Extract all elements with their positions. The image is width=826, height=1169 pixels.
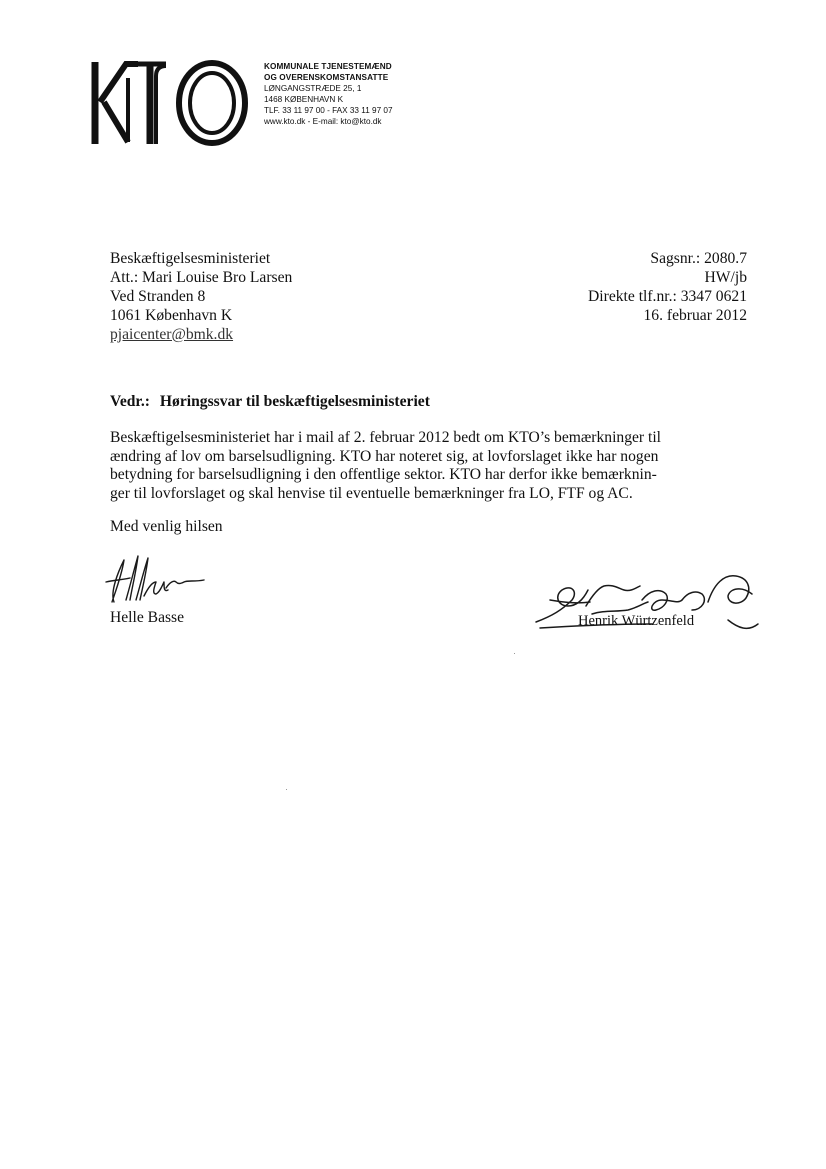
reference-block [588,249,747,325]
body-line: ændring af lov om barselsudligning. KTO har noteret sig, at lovforslaget ikke har nogen [110,447,659,465]
closing-greeting: Med venlig hilsen [110,518,223,535]
body-paragraph [110,429,730,503]
signatory-left-name: Helle Basse [110,609,185,626]
org-address: LØNGANGSTRÆDE 25, 1 [264,84,362,93]
letter-date: 16. februar 2012 [643,307,747,324]
body-line: ger til lovforslaget og skal henvise til eventuelle bemærkninger fra LO, FTF og AC. [110,484,633,502]
org-phone: TLF. 33 11 97 00 - FAX 33 11 97 07 [264,106,393,115]
org-city: 1468 KØBENHAVN K [264,95,344,104]
recipient-street: Ved Stranden 8 [110,288,206,305]
recipient-org: Beskæftigelsesministeriet [110,250,271,267]
signatory-right-name: Henrik Würtzenfeld [578,613,695,629]
direct-phone: Direkte tlf.nr.: 3347 0621 [588,288,747,305]
body-line: Beskæftigelsesministeriet har i mail af 2. februar 2012 bedt om KTO’s bemærkninger til [110,429,662,446]
subject-text: Høringssvar til beskæftigelsesministeriet [159,393,430,410]
subject-line [110,392,430,411]
kto-logo [90,58,250,146]
body-line: betydning for barselsudligning i den offentlige sektor. KTO har derfor ikke bemærknin- [110,466,657,484]
initials: HW/jb [704,269,747,286]
scan-speck [286,789,287,790]
recipient-city: 1061 København K [110,307,233,324]
case-number: Sagsnr.: 2080.7 [650,250,747,267]
recipient-email-link[interactable]: pjaicenter@bmk.dk [110,326,234,343]
org-name-line1: KOMMUNALE TJENESTEMÆND [264,62,392,71]
recipient-address-block [110,249,292,344]
scan-speck [514,653,515,654]
org-name-line2: OG OVERENSKOMSTANSATTE [264,73,389,82]
letterhead-contact-block [264,61,393,127]
signature-left [100,552,210,610]
subject-label: Vedr.: [110,393,151,410]
org-web-email: www.kto.dk - E-mail: kto@kto.dk [264,117,382,126]
recipient-attention: Att.: Mari Louise Bro Larsen [110,269,293,286]
